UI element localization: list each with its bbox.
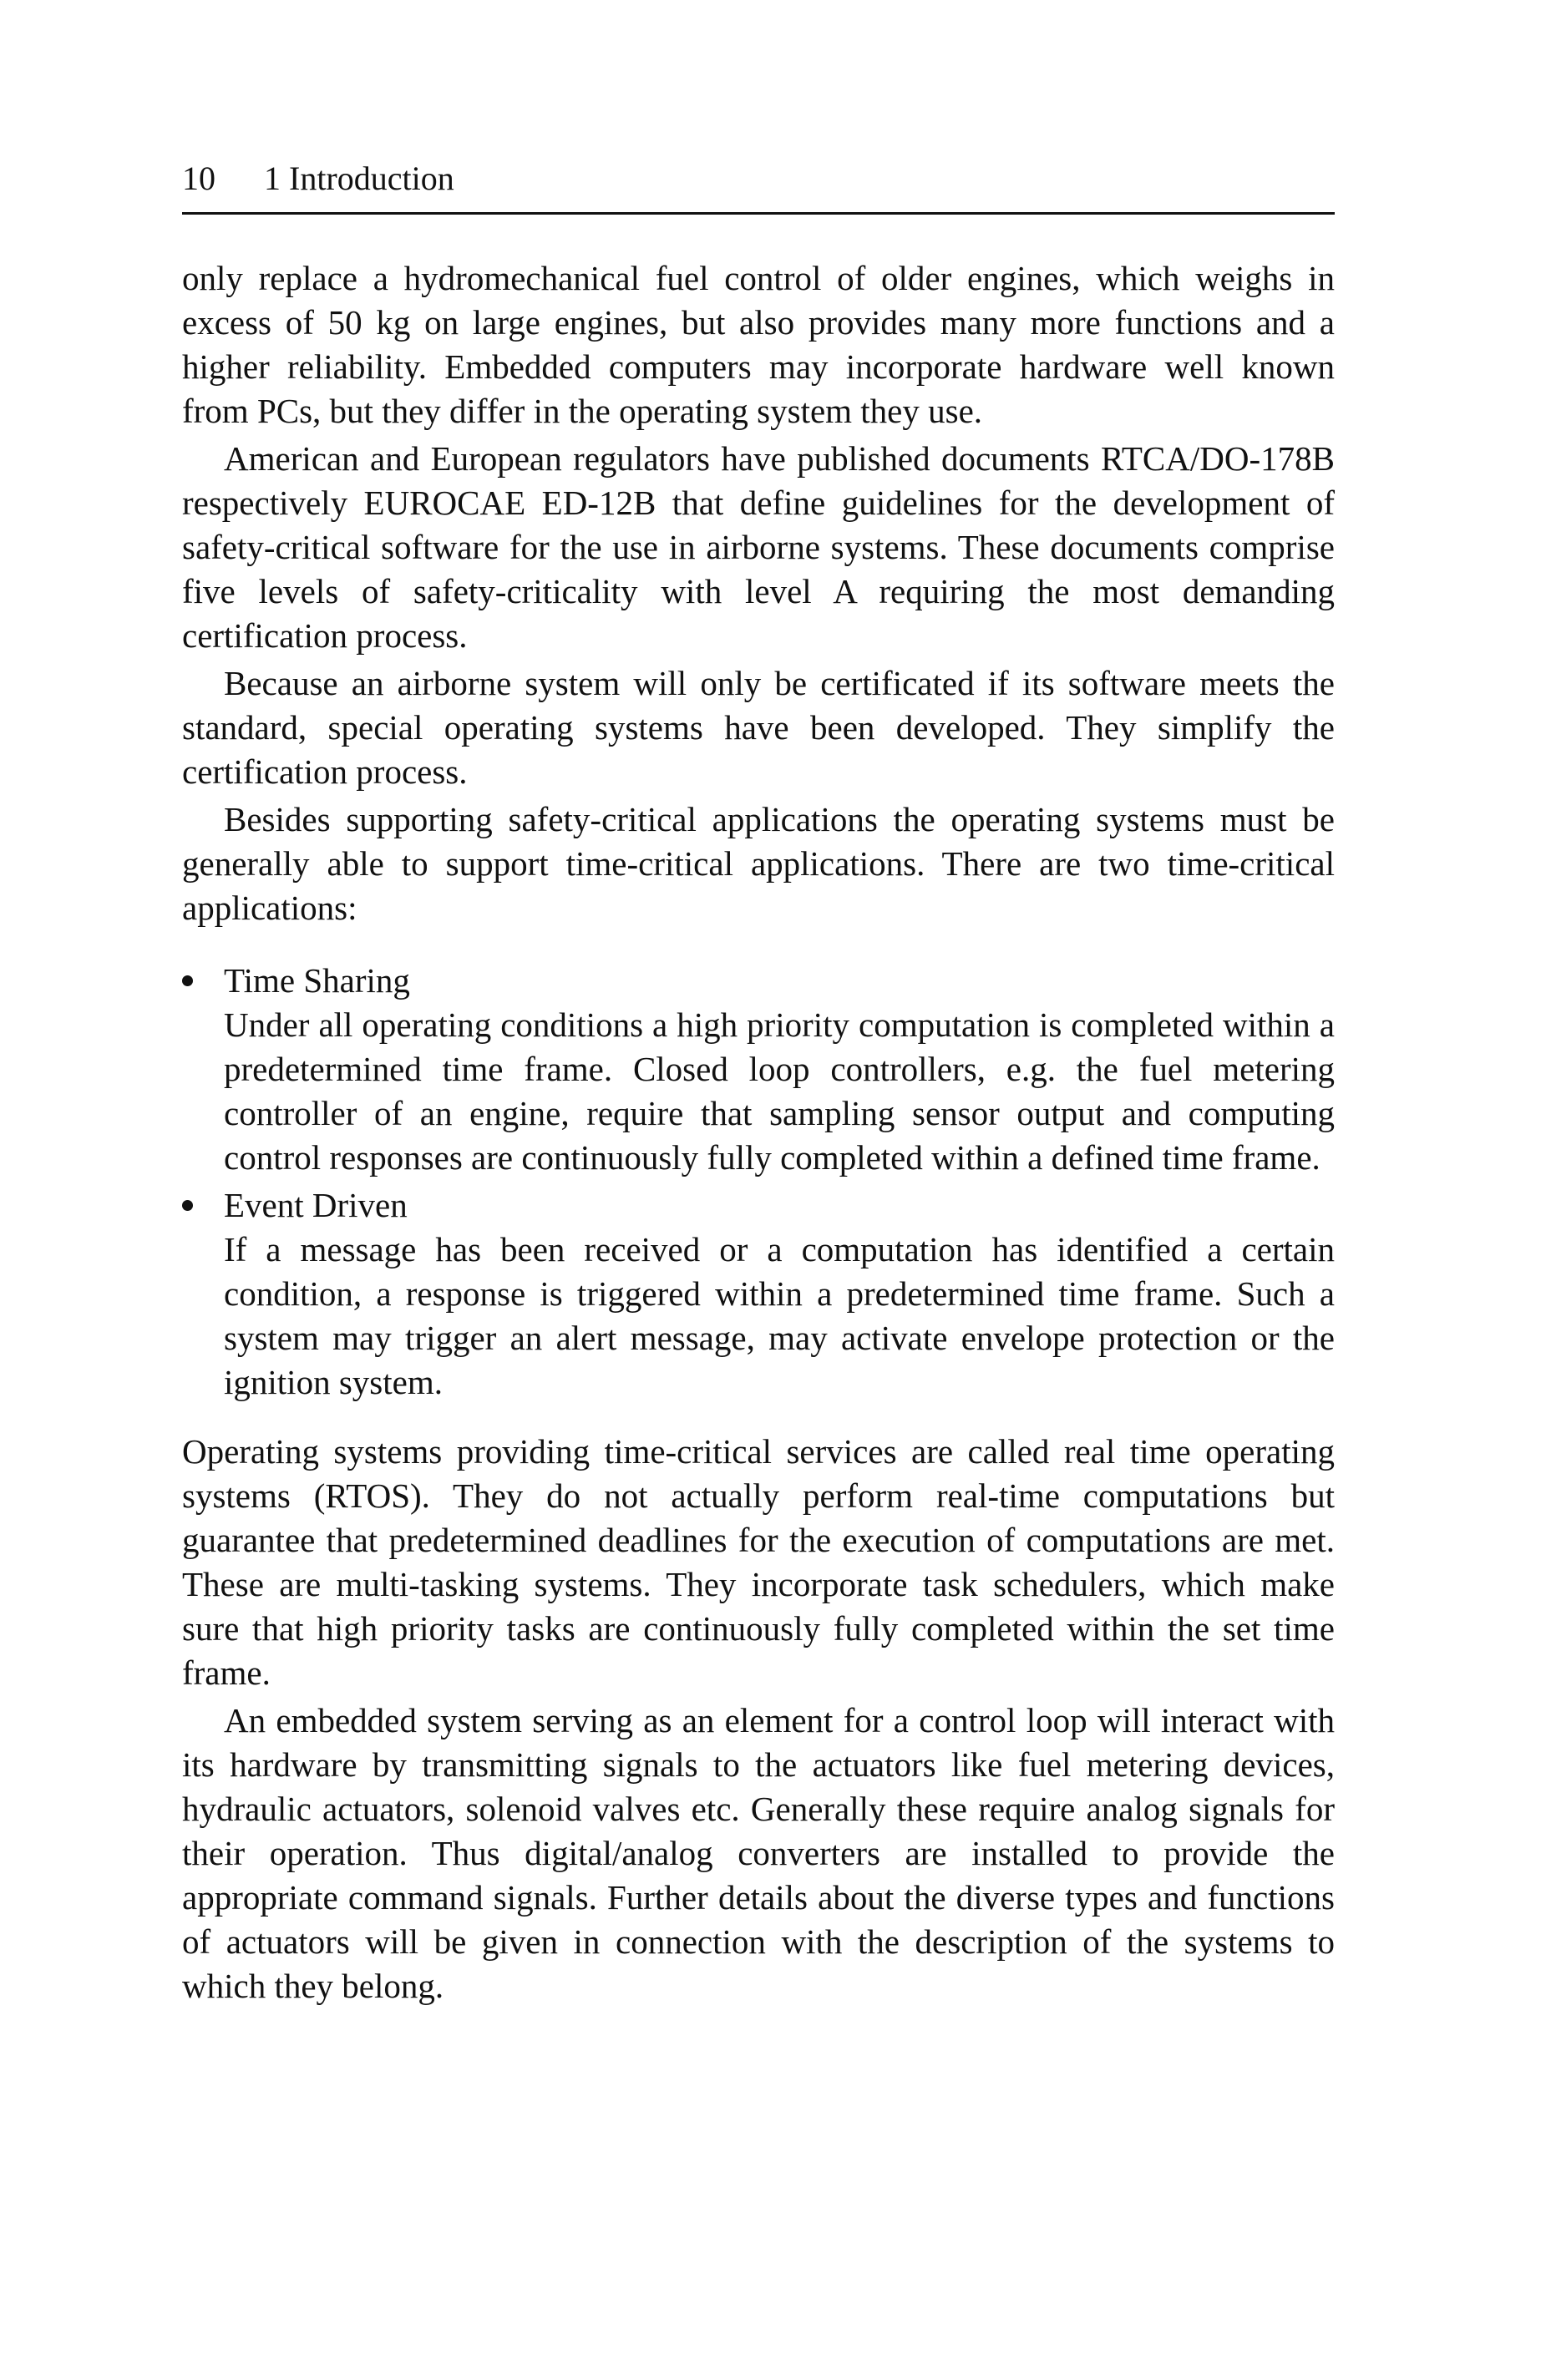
paragraph-3: Because an airborne system will only be certificated if its software meets the standard, special operating systems have been developed. They simplify the certification process. [182,664,1335,791]
body-text [182,256,1335,2008]
bullet-icon [182,975,193,986]
list-item-title: Time Sharing [224,961,410,1000]
bullet-icon [182,1200,193,1211]
list-item-title: Event Driven [224,1186,408,1224]
paragraph-1: only replace a hydromechanical fuel control of older engines, which weighs in excess of 50 kg on large engines, but also provides many more functions and a higher reliability. Embedded computers may incorporate hardware well known from PCs, but they differ in the operating system they use. [182,259,1335,430]
paragraph-5: Operating systems providing time-critical services are called real time operating systems (RTOS). They do not actually perform real-time computations but guarantee that predetermined deadlines for the execution of computations are met. These are multi-tasking systems. They incorporate task schedulers, which make sure that high priority tasks are continuously fully completed within the set time frame. [182,1432,1335,1692]
page-number: 10 [182,160,215,197]
list-item [182,1183,1335,1405]
list-item [182,959,1335,1180]
list-item-text: Under all operating conditions a high priority computation is completed within a predetermined time frame. Closed loop controllers, e.g. the fuel metering controller of an engine, require that sampling sensor output and computing control responses are continuously fully completed within a defined time frame. [224,1005,1335,1177]
paragraph-2: American and European regulators have published documents RTCA/DO-178B respectively EUROCAE ED-12B that define guidelines for the development of safety-critical software for the use in airborne systems. These documents comprise five levels of safety-criticality with level A requiring the most demanding certification process. [182,439,1335,655]
chapter-title: 1 Introduction [264,160,454,197]
paragraph-4: Besides supporting safety-critical applications the operating systems must be generally able to support time-critical applications. There are two time-critical applications: [182,800,1335,927]
running-head [182,157,1335,200]
application-list [182,959,1335,1405]
paragraph-6: An embedded system serving as an element for a control loop will interact with its hardware by transmitting signals to the actuators like fuel metering devices, hydraulic actuators, solenoid valves etc. Generally these require analog signals for their operation. Thus digital/analog converters are installed to provide the appropriate command signals. Further details about the diverse types and functions of actuators will be given in connection with the description of the systems to which they belong. [182,1701,1335,2005]
list-item-text: If a message has been received or a computation has identified a certain condition, a response is triggered within a predetermined time frame. Such a system may trigger an alert message, may activate envelope protection or the ignition system. [224,1230,1335,1401]
header-rule [182,212,1335,215]
